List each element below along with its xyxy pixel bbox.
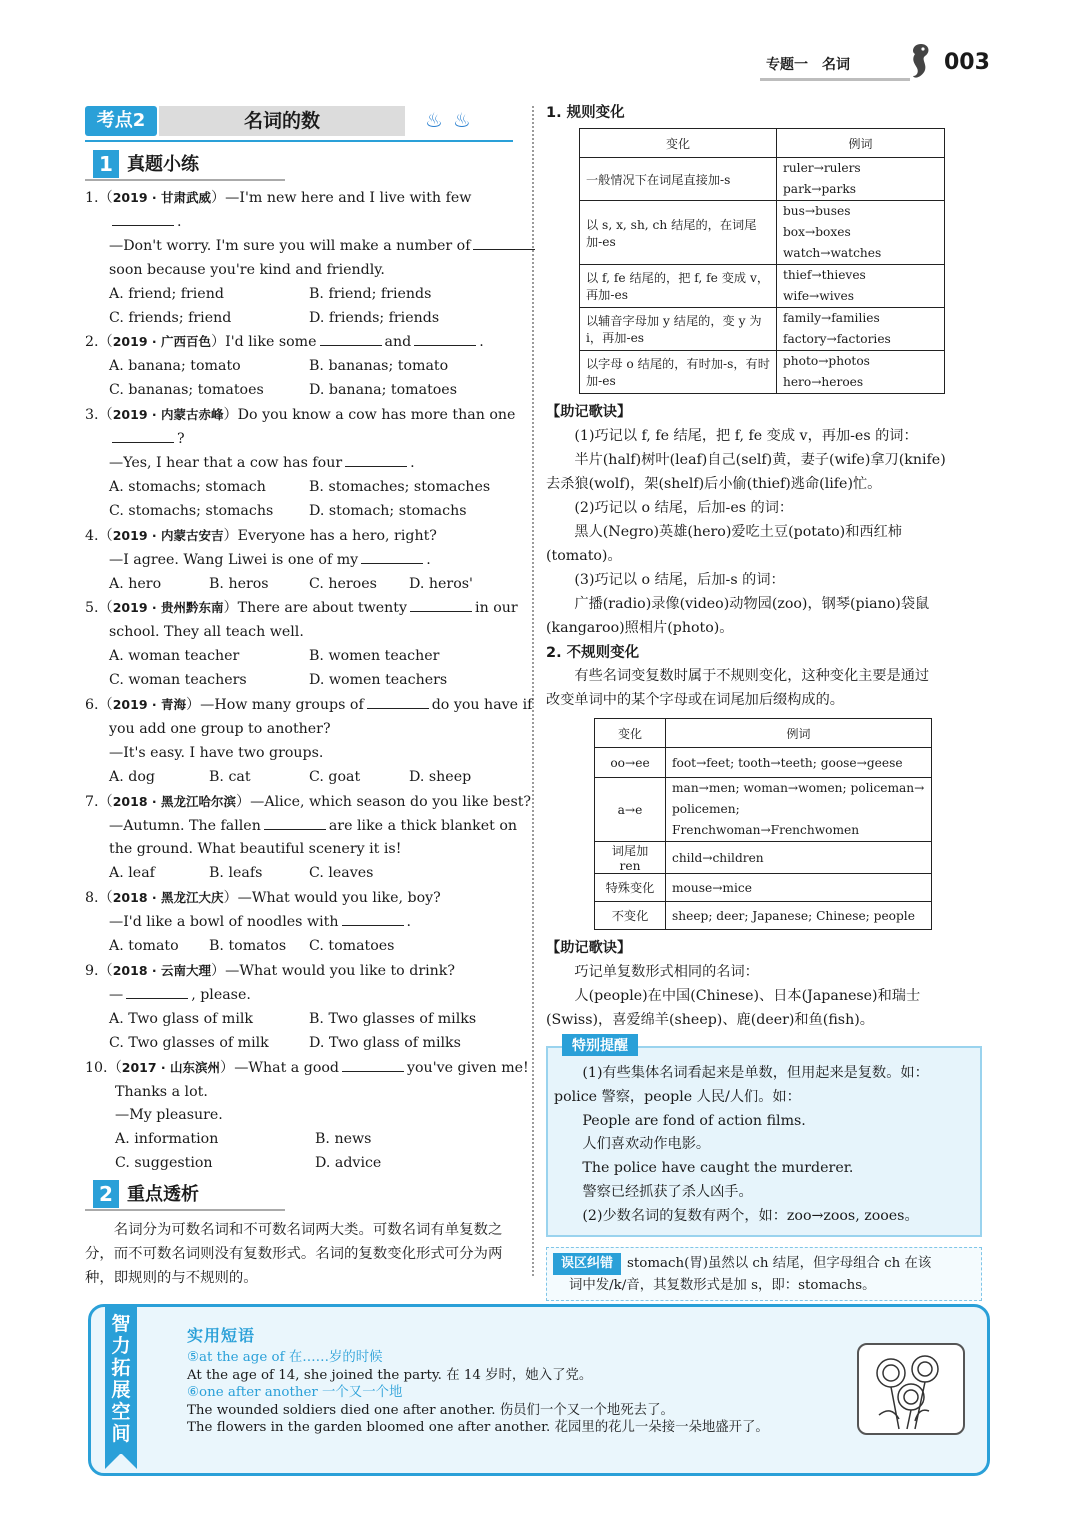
expansion-space-box xyxy=(88,1304,990,1476)
q-text: ）—What a good xyxy=(220,1059,339,1076)
option[interactable]: A. stomachs; stomach xyxy=(109,478,266,495)
section-rule xyxy=(85,179,285,181)
mistake-line: 词中发/k/音，其复数形式是加 s，即：stomachs。 xyxy=(569,1277,876,1293)
option[interactable]: C. bananas; tomatoes xyxy=(109,382,264,399)
answer-blank[interactable] xyxy=(414,331,476,346)
q-text: —I'd like a bowl of noodles with xyxy=(109,914,339,931)
answer-blank[interactable] xyxy=(410,597,472,612)
q-num: 6.（ xyxy=(85,697,113,714)
mnemonic-line: (Swiss)，喜爱绵羊(sheep)、鹿(deer)和鱼(fish)。 xyxy=(546,1012,874,1028)
mnemonic-line: (tomato)。 xyxy=(546,548,622,564)
rule-cell: 以辅音字母加 y 结尾的，变 y 为 i，再加-es xyxy=(580,308,777,351)
reminder-line: People are fond of action films. xyxy=(582,1112,806,1129)
option[interactable]: D. sheep xyxy=(409,768,472,785)
regular-title: 1. 规则变化 xyxy=(546,105,625,121)
example: child→children xyxy=(666,842,932,874)
q-source: 2019 · 内蒙古赤峰 xyxy=(112,407,224,423)
q-text: school. They all teach well. xyxy=(109,624,304,641)
example: bus→buses xyxy=(783,204,851,218)
special-reminder-box xyxy=(546,1038,982,1237)
intro-paragraph: 名词分为可数名词和不可数名词两大类。可数名词有单复数之分，而不可数名词则没有复数形式。名词的复数变化形式可分为两种，即规则的与不规则的。 xyxy=(85,1222,503,1287)
question-6 xyxy=(85,693,533,790)
option[interactable]: B. news xyxy=(315,1131,372,1148)
answer-blank[interactable] xyxy=(367,694,429,709)
mnemonic-line: 巧记单复数形式相同的名词： xyxy=(574,964,759,980)
q-text: ）—I'm new here and I live with few xyxy=(210,190,472,206)
option[interactable]: D. advice xyxy=(315,1155,382,1172)
example: thief→thieves xyxy=(783,268,866,282)
option[interactable]: D. friends; friends xyxy=(309,309,440,326)
option[interactable]: B. stomaches; stomaches xyxy=(309,478,491,495)
q-num: 4.（ xyxy=(85,527,113,544)
example: policemen; Frenchwoman→Frenchwomen xyxy=(672,802,860,837)
left-column xyxy=(85,104,533,1290)
table-row xyxy=(580,265,945,308)
q-source: 2018 · 黑龙江哈尔滨 xyxy=(112,793,236,809)
regular-table xyxy=(579,128,945,394)
example: wife→wives xyxy=(783,289,854,303)
answer-blank[interactable] xyxy=(473,235,535,250)
option[interactable]: C. suggestion xyxy=(115,1155,213,1172)
option[interactable]: C. heroes xyxy=(309,575,377,592)
table-row xyxy=(580,158,945,201)
column-divider xyxy=(532,106,534,1276)
table-header: 变化 xyxy=(580,129,777,158)
question-7 xyxy=(85,790,532,887)
q-num: 7.（ xyxy=(85,793,113,810)
q-source: 2017 · 山东滨州 xyxy=(121,1059,221,1075)
section-title: 重点透析 xyxy=(127,1184,199,1206)
section-heading xyxy=(85,1176,525,1212)
phrases-list xyxy=(187,1349,769,1437)
reminder-line: 人们喜欢动作电影。 xyxy=(582,1136,711,1153)
table-header: 变化 xyxy=(595,719,666,748)
option[interactable]: C. woman teachers xyxy=(109,672,247,689)
example: man→men; woman→women; policeman→ xyxy=(672,781,925,795)
q-text: , please. xyxy=(191,986,251,1003)
irregular-intro: 改变单词中的某个字母或在词尾加后缀构成的。 xyxy=(546,692,844,708)
mnemonic-line: (2)巧记以 o 结尾，后加-es 的词： xyxy=(574,500,794,516)
answer-blank[interactable] xyxy=(320,331,382,346)
q-source: 2019 · 甘肃武威 xyxy=(112,190,211,205)
kaodian-banner xyxy=(85,104,525,138)
option[interactable]: B. women teacher xyxy=(309,648,440,665)
section-title: 真题小练 xyxy=(127,154,199,175)
question-9: 9.（2018 · 云南大理）—What would you like to drink? — , please. A. Two glass of milk B. Two glasses of milks C. Two glasses of milk D. Two glass of milks xyxy=(85,959,525,1056)
q-text: ）—What would you like, boy? xyxy=(223,890,441,907)
q-text: ）Do you know a cow has more than one xyxy=(223,407,516,424)
mnemonic-line: 去杀狼(wolf)，架(shelf)后小偷(thief)逃命(life)忙。 xyxy=(546,476,882,492)
q-source: 2019 · 广西百色 xyxy=(112,334,211,350)
phrases-title: 实用短语 xyxy=(187,1326,256,1345)
reminder-line: (1)有些集体名词看起来是单数，但用起来是复数。如： xyxy=(582,1065,929,1081)
option[interactable]: A. woman teacher xyxy=(109,648,240,665)
example: ruler→rulers xyxy=(783,161,861,175)
rule-cell: 以 f, fe 结尾的，把 f, fe 变成 v，再加-es xyxy=(580,265,777,308)
option[interactable]: B. Two glasses of milks xyxy=(309,1010,477,1027)
mnemonic-line: 广播(radio)录像(video)动物园(zoo)，钢琴(piano)袋鼠 xyxy=(574,596,930,612)
bookmark-tip xyxy=(105,1453,137,1469)
option[interactable]: B. friend; friends xyxy=(309,285,432,302)
q-text: —It's easy. I have two groups. xyxy=(109,744,324,761)
section-heading xyxy=(85,146,525,182)
reminder-line: The police have caught the murderer. xyxy=(582,1160,854,1177)
rule-cell: 一般情况下在词尾直接加-s xyxy=(580,158,777,201)
phrase-example: At the age of 14, she joined the party. 在 14 岁时，她入了党。 xyxy=(187,1367,593,1383)
option[interactable]: B. heros xyxy=(209,575,269,592)
option[interactable]: A. Two glass of milk xyxy=(109,1010,253,1027)
example: family→families xyxy=(783,311,880,325)
question-1: 1.（2019 · 甘肃武威）—I'm new here and I live with few . —Don't worry. I'm sure you will make a number of soon because you're kind and friendly. A. friend; friend B. friend; friends C. friends; friend D. friends; friends xyxy=(85,186,525,330)
example: park→parks xyxy=(783,182,857,196)
rule-cell: oo→ee xyxy=(595,748,666,778)
example: box→boxes xyxy=(783,225,851,239)
q-text: —Yes, I hear that a cow has four xyxy=(109,454,343,471)
q-text: in our xyxy=(475,600,518,617)
rule-cell: 特殊变化 xyxy=(595,874,666,902)
question-8: 8.（2018 · 黑龙江大庆）—What would you like, boy? —I'd like a bowl of noodles with . A. tomato B. tomatos C. tomatoes xyxy=(85,886,525,959)
q-text: —Don't worry. I'm sure you will make a number of xyxy=(109,237,471,254)
example: mouse→mice xyxy=(666,874,932,902)
table-row xyxy=(595,778,932,842)
phrase: ⑥one after another 一个又一个地 xyxy=(187,1385,403,1400)
option[interactable]: C. tomatoes xyxy=(309,938,395,955)
q-num: 10.（ xyxy=(85,1059,122,1076)
table-row xyxy=(595,902,932,930)
option[interactable]: C. goat xyxy=(309,768,361,785)
q-text: ）I'd like some xyxy=(210,334,317,351)
option[interactable]: D. banana; tomatoes xyxy=(309,382,457,399)
table-row xyxy=(580,201,945,265)
page-number: 003 xyxy=(944,50,990,75)
phrase: ⑤at the age of 在……岁的时候 xyxy=(187,1350,383,1365)
mnemonic-line: 黑人(Negro)英雄(hero)爱吃土豆(potato)和西红柿 xyxy=(574,524,902,540)
mnemonic-line: (kangaroo)照相片(photo)。 xyxy=(546,620,734,636)
example: watch→watches xyxy=(783,246,882,260)
q-text: ）Everyone has a hero, right? xyxy=(223,527,437,544)
q-text: you add one group to another? xyxy=(109,720,331,737)
example: factory→factories xyxy=(783,332,891,346)
option[interactable]: A. dog xyxy=(109,768,155,785)
q-source: 2018 · 云南大理 xyxy=(112,963,211,978)
answer-blank[interactable] xyxy=(342,1057,404,1072)
q-text: you've given me! xyxy=(407,1059,529,1076)
kaodian-title: 名词的数 xyxy=(159,106,405,136)
table-row xyxy=(595,874,932,902)
q-text: Thanks a lot. xyxy=(115,1083,208,1100)
phrase-example: The flowers in the garden bloomed one after another. 花园里的花儿一朵接一朵地盛开了。 xyxy=(187,1420,769,1435)
q-num: 9.（ xyxy=(85,963,113,979)
option[interactable]: B. leafs xyxy=(209,865,263,882)
mistake-correction-box xyxy=(546,1247,982,1301)
mnemonic-title: 【助记歌诀】 xyxy=(546,940,632,956)
bookmark-label: 智力拓展空间 xyxy=(111,1313,131,1445)
q-text: soon because you're kind and friendly. xyxy=(109,261,385,278)
table-row xyxy=(580,351,945,394)
q-num: 2.（ xyxy=(85,334,113,351)
irregular-title: 2. 不规则变化 xyxy=(546,645,640,661)
reminder-line: (2)少数名词的复数有两个，如：zoo→zoos, zooes。 xyxy=(582,1207,919,1224)
flowers-illustration xyxy=(857,1343,965,1435)
q-text: are like a thick blanket on xyxy=(328,817,518,834)
q-source: 2019 · 内蒙古安吉 xyxy=(112,527,224,543)
right-column xyxy=(546,102,982,1301)
example: sheep; deer; Japanese; Chinese; people xyxy=(666,902,932,930)
question-4: 4.（2019 · 内蒙古安吉）Everyone has a hero, right? —I agree. Wang Liwei is one of my . A. hero B. heros C. heroes D. heros' xyxy=(85,524,525,597)
example: foot→feet; tooth→teeth; goose→geese xyxy=(666,748,932,778)
rule-cell: 不变化 xyxy=(595,902,666,930)
reminder-line: 警察已经抓获了杀人凶手。 xyxy=(582,1183,753,1200)
answer-blank[interactable] xyxy=(361,549,423,564)
option[interactable]: D. stomach; stomachs xyxy=(309,502,467,519)
reminder-tag: 特别提醒 xyxy=(562,1034,638,1056)
section-number: 1 xyxy=(93,150,119,178)
example: photo→photos xyxy=(783,354,870,368)
question-3: 3.（2019 · 内蒙古赤峰）Do you know a cow has more than one ? —Yes, I hear that a cow has four . A. stomachs; stomach B. stomaches; stomaches C. stomachs; stomachs D. stomach; stomachs xyxy=(85,403,525,524)
option[interactable]: A. hero xyxy=(109,575,162,592)
option[interactable]: B. tomatos xyxy=(209,938,287,955)
table-header: 例词 xyxy=(777,129,945,158)
option[interactable]: C. Two glasses of milk xyxy=(109,1034,269,1051)
option[interactable]: A. banana; tomato xyxy=(109,358,241,375)
answer-blank[interactable] xyxy=(264,815,326,830)
option[interactable]: D. Two glass of milks xyxy=(309,1034,461,1051)
phrase-example: The wounded soldiers died one after another. 伤员们一个又一个地死去了。 xyxy=(187,1402,674,1418)
section-number: 2 xyxy=(93,1180,119,1208)
rule-cell: 以字母 o 结尾的，有时加-s，有时加-es xyxy=(580,351,777,394)
q-text: and xyxy=(384,334,412,351)
option[interactable]: C. friends; friend xyxy=(109,309,232,326)
mistake-line: stomach(胃)虽然以 ch 结尾，但字母组合 ch 在该 xyxy=(627,1255,932,1271)
q-source: 2019 · 贵州黔东南 xyxy=(112,600,224,616)
q-text: —I agree. Wang Liwei is one of my xyxy=(109,551,359,568)
seahorse-icon xyxy=(903,42,937,82)
question-5 xyxy=(85,596,525,693)
q-text: —Autumn. The fallen xyxy=(109,817,261,834)
flame-icon: ♨♨ xyxy=(425,108,481,132)
question-2: 2.（2019 · 广西百色）I'd like some and . A. banana; tomato B. bananas; tomato C. bananas; tomatoes D. banana; tomatoes xyxy=(85,330,525,403)
header-rule xyxy=(760,78,910,81)
q-text: do you have if xyxy=(431,697,533,714)
option[interactable]: A. leaf xyxy=(109,865,155,882)
option[interactable]: A. friend; friend xyxy=(109,285,224,302)
irregular-intro: 有些名词变复数时属于不规则变化，这种变化主要是通过 xyxy=(574,668,930,684)
mnemonic-line: (3)巧记以 o 结尾，后加-s 的词： xyxy=(574,572,785,588)
q-text: —My pleasure. xyxy=(115,1107,223,1124)
kaodian-rule xyxy=(85,140,513,142)
answer-blank[interactable] xyxy=(112,211,174,226)
answer-blank[interactable] xyxy=(112,428,174,443)
q-text: ）—Alice, which season do you like best? xyxy=(235,793,532,810)
table-header: 例词 xyxy=(666,719,932,748)
example: hero→heroes xyxy=(783,375,864,389)
rule-cell: 以 s, x, sh, ch 结尾的，在词尾加-es xyxy=(580,201,777,265)
reminder-line: police 警察，people 人民/人们。如： xyxy=(554,1088,801,1105)
irregular-table xyxy=(594,718,932,930)
q-source: 2018 · 黑龙江大庆 xyxy=(112,890,224,906)
answer-blank[interactable] xyxy=(345,452,407,467)
q-source: 2019 · 青海 xyxy=(112,697,186,713)
table-row xyxy=(580,308,945,351)
option[interactable]: D. heros' xyxy=(409,575,473,592)
answer-blank[interactable] xyxy=(342,911,404,926)
q-num: 8.（ xyxy=(85,890,113,907)
q-text: ）—What would you like to drink? xyxy=(210,963,455,979)
question-10 xyxy=(85,1056,529,1177)
option[interactable]: B. cat xyxy=(209,768,251,785)
q-text: ）—How many groups of xyxy=(185,697,364,714)
q-num: 3.（ xyxy=(85,407,113,424)
mistake-tag: 误区纠错 xyxy=(553,1253,621,1275)
option[interactable]: A. information xyxy=(115,1131,219,1148)
kaodian-tag: 考点2 xyxy=(85,106,157,136)
header-topic: 专题一 名词 xyxy=(766,57,850,73)
table-row xyxy=(595,748,932,778)
section-rule xyxy=(85,1209,285,1211)
table-row xyxy=(595,842,932,874)
answer-blank[interactable] xyxy=(126,984,188,999)
q-text: ）There are about twenty xyxy=(223,600,408,617)
option[interactable]: D. women teachers xyxy=(309,672,448,689)
q-num: 5.（ xyxy=(85,600,113,617)
mnemonic-line: 半片(half)树叶(leaf)自己(self)黄，妻子(wife)拿刀(knife) xyxy=(574,452,946,468)
mnemonic-title: 【助记歌诀】 xyxy=(546,404,632,420)
option[interactable]: C. leaves xyxy=(309,865,374,882)
option[interactable]: B. bananas; tomato xyxy=(309,358,449,375)
option[interactable]: C. stomachs; stomachs xyxy=(109,502,274,519)
mnemonic-line: (1)巧记以 f, fe 结尾，把 f, fe 变成 v，再加-es 的词： xyxy=(574,428,918,444)
rule-cell: 词尾加 ren xyxy=(595,842,666,874)
mnemonic-line: 人(people)在中国(Chinese)、日本(Japanese)和瑞士 xyxy=(574,988,921,1004)
q-num: 1.（ xyxy=(85,190,113,206)
option[interactable]: A. tomato xyxy=(109,938,179,955)
q-text: the ground. What beautiful scenery it is! xyxy=(109,841,402,858)
rule-cell: a→e xyxy=(595,778,666,842)
